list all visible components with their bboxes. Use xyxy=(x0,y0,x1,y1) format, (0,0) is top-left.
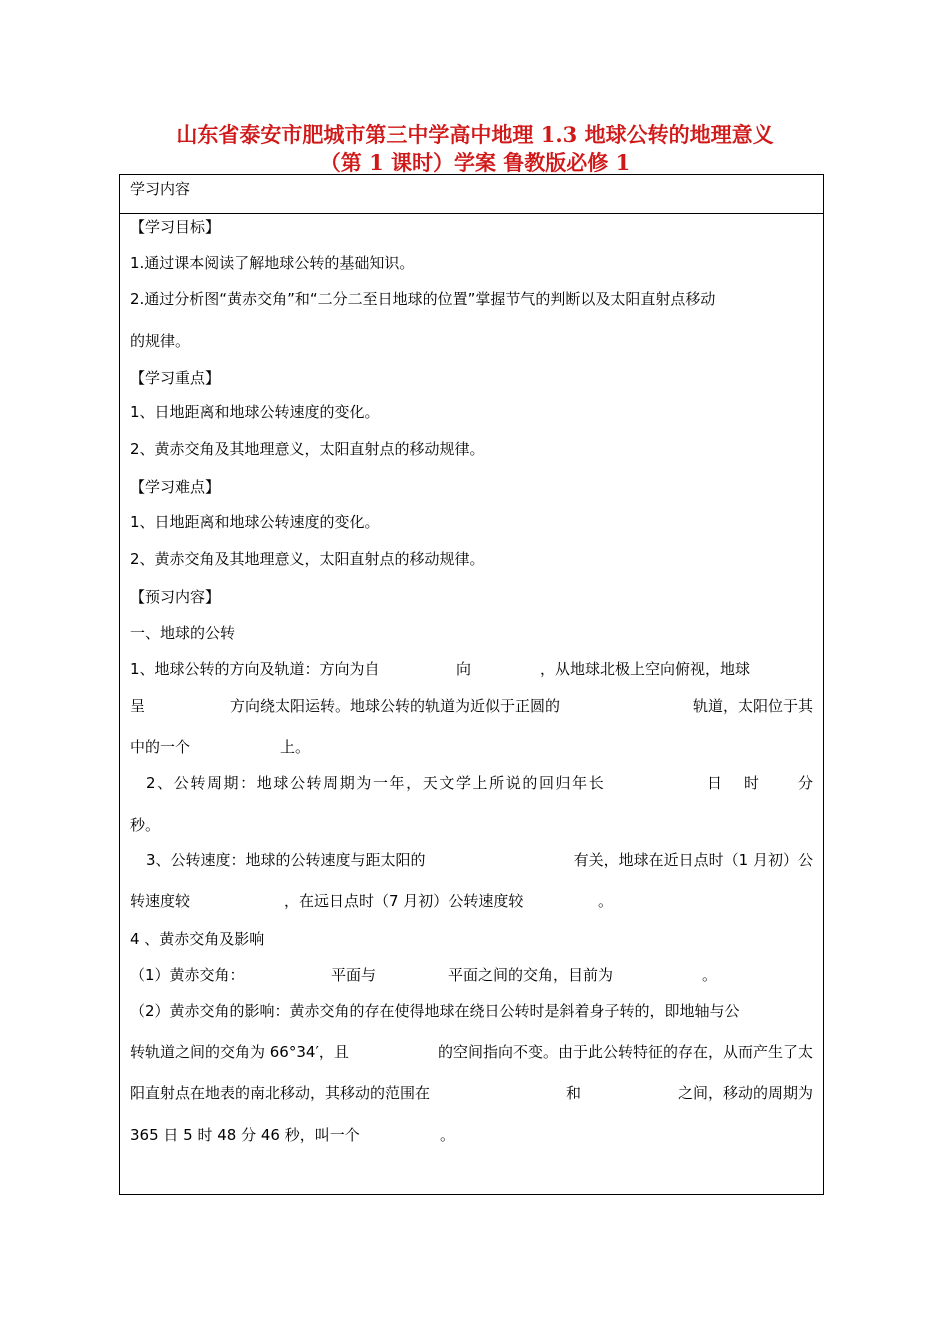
q1-text-b2: 方向绕太阳运转。地球公转的轨道为近似于正圆的 xyxy=(230,697,561,715)
part-1-heading: 一、地球的公转 xyxy=(130,624,236,642)
q1-text-b3: 轨道，太阳位于其 xyxy=(692,697,813,715)
q2-text-a1: 2、公转周期：地球公转周期为一年，天文学上所说的回归年长 xyxy=(146,774,606,792)
q3-text-a1: 3、公转速度：地球的公转速度与距太阳的 xyxy=(146,851,426,869)
q4-s1-text-d: 。 xyxy=(702,966,718,984)
q4-s2-text-d1: 365 日 5 时 48 分 46 秒，叫一个 xyxy=(130,1126,360,1144)
q4-s2-text-c2: 和 xyxy=(566,1084,582,1102)
q4-heading: 4 、黄赤交角及影响 xyxy=(130,930,265,948)
q2-text-a2: 日 xyxy=(707,774,723,792)
q1-text-c1: 中的一个 xyxy=(130,738,191,756)
q4-s2-text-d2: 。 xyxy=(440,1126,456,1144)
q1-text-a2: 向 xyxy=(456,660,472,678)
goal-1: 1.通过课本阅读了解地球公转的基础知识。 xyxy=(130,254,415,272)
q3-text-b2: ，在远日点时（7 月初）公转速度较 xyxy=(284,892,524,910)
q4-s1-text-b: 平面与 xyxy=(331,966,377,984)
document-title-line1: 山东省泰安市肥城市第三中学高中地理 1.3 地球公转的地理意义 xyxy=(176,122,774,147)
q4-s1-text-a: （1）黄赤交角： xyxy=(130,966,245,984)
key-point-1: 1、日地距离和地球公转速度的变化。 xyxy=(130,403,380,421)
goals-heading: 【学习目标】 xyxy=(130,218,221,236)
q1-text-b1: 呈 xyxy=(130,697,146,715)
q1-text-c2: 上。 xyxy=(280,738,311,756)
q3-text-b1: 转速度较 xyxy=(130,892,191,910)
q4-s2-text-c3: 之间，移动的周期为 xyxy=(677,1084,813,1102)
q2-text-a3: 时 xyxy=(744,774,760,792)
goal-2-line2: 的规律。 xyxy=(130,332,191,350)
key-points-heading: 【学习重点】 xyxy=(130,369,221,387)
key-point-2: 2、黄赤交角及其地理意义，太阳直射点的移动规律。 xyxy=(130,440,485,458)
difficulties-heading: 【学习难点】 xyxy=(130,478,221,496)
q1-text-a3: ，从地球北极上空向俯视，地球 xyxy=(540,660,751,678)
q2-line2: 秒。 xyxy=(130,816,161,834)
q4-s2-line1: （2）黄赤交角的影响：黄赤交角的存在使得地球在绕日公转时是斜着身子转的，即地轴与公 xyxy=(130,1002,740,1020)
goal-2-line1: 2.通过分析图“黄赤交角”和“二分二至日地球的位置”掌握节气的判断以及太阳直射点移动 xyxy=(130,290,716,308)
q4-s2-text-c1: 阳直射点在地表的南北移动，其移动的范围在 xyxy=(130,1084,431,1102)
q3-text-a2: 有关，地球在近日点时（1 月初）公 xyxy=(573,851,813,869)
table-header-label: 学习内容 xyxy=(130,180,191,198)
q1-text-a1: 1、地球公转的方向及轨道：方向为自 xyxy=(130,660,380,678)
q4-s2-text-b2: 的空间指向不变。由于此公转特征的存在，从而产生了太 xyxy=(437,1043,813,1061)
q2-text-a4: 分 xyxy=(797,774,813,792)
table-header-row xyxy=(120,175,823,214)
difficulty-1: 1、日地距离和地球公转速度的变化。 xyxy=(130,513,380,531)
preview-heading: 【预习内容】 xyxy=(130,588,221,606)
difficulty-2: 2、黄赤交角及其地理意义，太阳直射点的移动规律。 xyxy=(130,550,485,568)
content-table xyxy=(119,174,824,1195)
document-title-line2: （第 1 课时）学案 鲁教版必修 1 xyxy=(319,150,631,175)
q4-s1-text-c: 平面之间的交角，目前为 xyxy=(448,966,614,984)
q3-text-b3: 。 xyxy=(598,892,614,910)
q4-s2-text-b1: 转轨道之间的交角为 66°34′，且 xyxy=(130,1043,349,1061)
